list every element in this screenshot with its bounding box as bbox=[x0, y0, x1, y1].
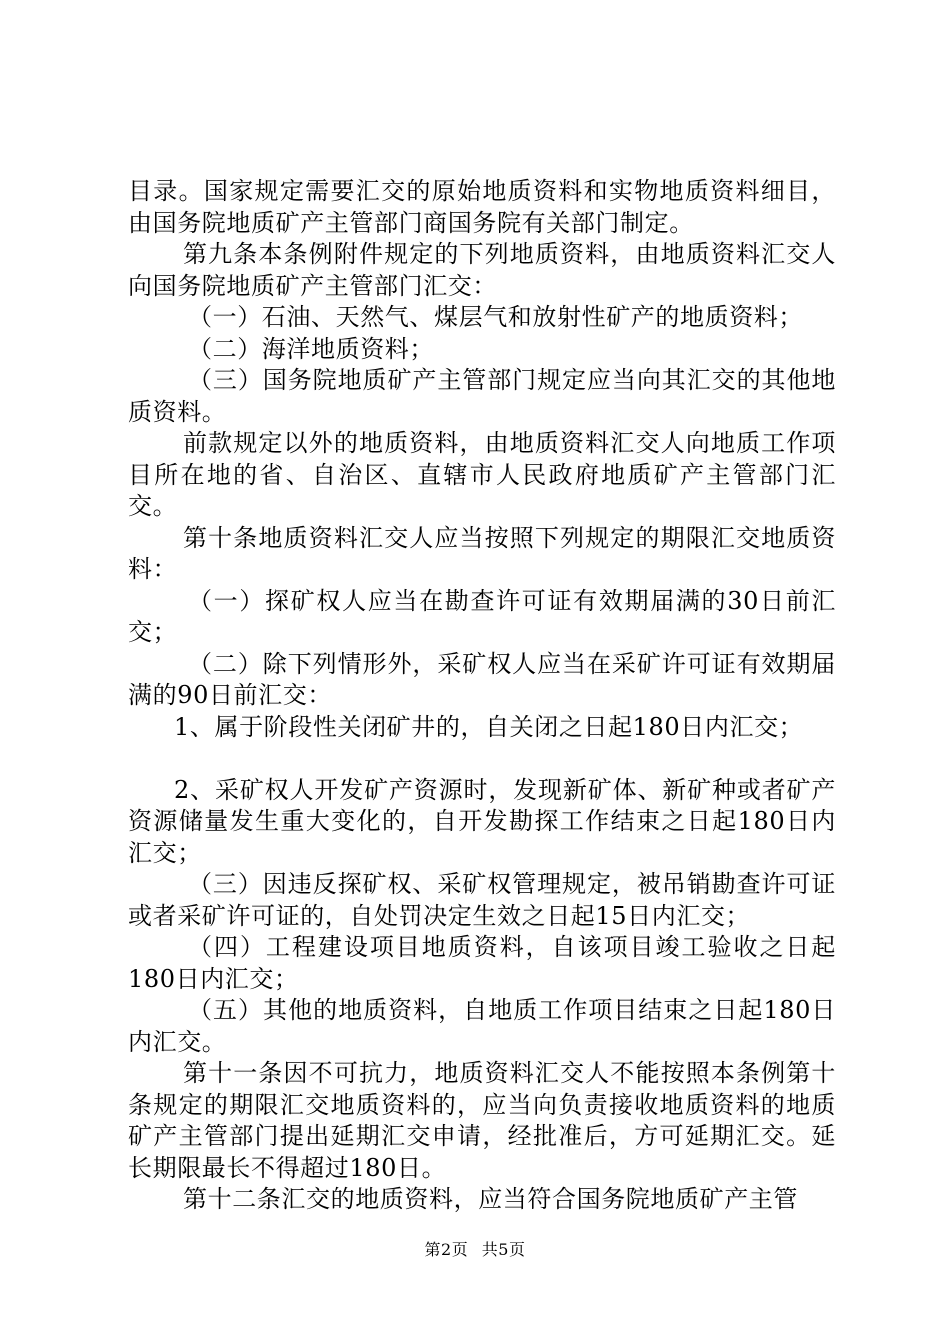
paragraph: 第十二条汇交的地质资料，应当符合国务院地质矿产主管 bbox=[183, 1185, 798, 1213]
page-number: 第2页 bbox=[424, 1240, 469, 1259]
list-item: （一）探矿权人应当在勘查许可证有效期届满的30日前汇交； bbox=[128, 586, 836, 646]
paragraph: 目录。国家规定需要汇交的原始地质资料和实物地质资料细目，由国务院地质矿产主管部门商国务院有关部门制定。 bbox=[128, 177, 836, 237]
list-item: （三）因违反探矿权、采矿权管理规定，被吊销勘查许可证或者采矿许可证的，自处罚决定生效之日起15日内汇交； bbox=[128, 870, 836, 930]
page-footer bbox=[0, 1240, 950, 1260]
body-text bbox=[128, 176, 836, 1216]
list-item: （一）石油、天然气、煤层气和放射性矿产的地质资料； bbox=[188, 303, 803, 331]
list-item: 2、采矿权人开发矿产资源时，发现新矿体、新矿种或者矿产资源储量发生重大变化的，自开发勘探工作结束之日起180日内汇交； bbox=[128, 775, 836, 867]
list-item: （二）除下列情形外，采矿权人应当在采矿许可证有效期届满的90日前汇交： bbox=[128, 649, 836, 709]
page-total: 共5页 bbox=[481, 1240, 526, 1259]
list-item: （三）国务院地质矿产主管部门规定应当向其汇交的其他地质资料。 bbox=[128, 366, 836, 426]
list-item: （五）其他的地质资料，自地质工作项目结束之日起180日内汇交。 bbox=[128, 996, 836, 1056]
paragraph: 第九条本条例附件规定的下列地质资料，由地质资料汇交人向国务院地质矿产主管部门汇交： bbox=[128, 240, 836, 300]
list-item: （四）工程建设项目地质资料，自该项目竣工验收之日起180日内汇交； bbox=[128, 933, 836, 993]
paragraph: 第十条地质资料汇交人应当按照下列规定的期限汇交地质资料： bbox=[128, 523, 836, 583]
paragraph: 前款规定以外的地质资料，由地质资料汇交人向地质工作项目所在地的省、自治区、直辖市人民政府地质矿产主管部门汇交。 bbox=[128, 429, 836, 520]
list-item: 1、属于阶段性关闭矿井的，自关闭之日起180日内汇交； bbox=[174, 712, 804, 741]
list-item: （二）海洋地质资料； bbox=[188, 334, 434, 363]
paragraph: 第十一条因不可抗力，地质资料汇交人不能按照本条例第十条规定的期限汇交地质资料的，应当向负责接收地质资料的地质矿产主管部门提出延期汇交申请，经批准后，方可延期汇交。延长期限最长不得超过180日。 bbox=[128, 1059, 836, 1182]
